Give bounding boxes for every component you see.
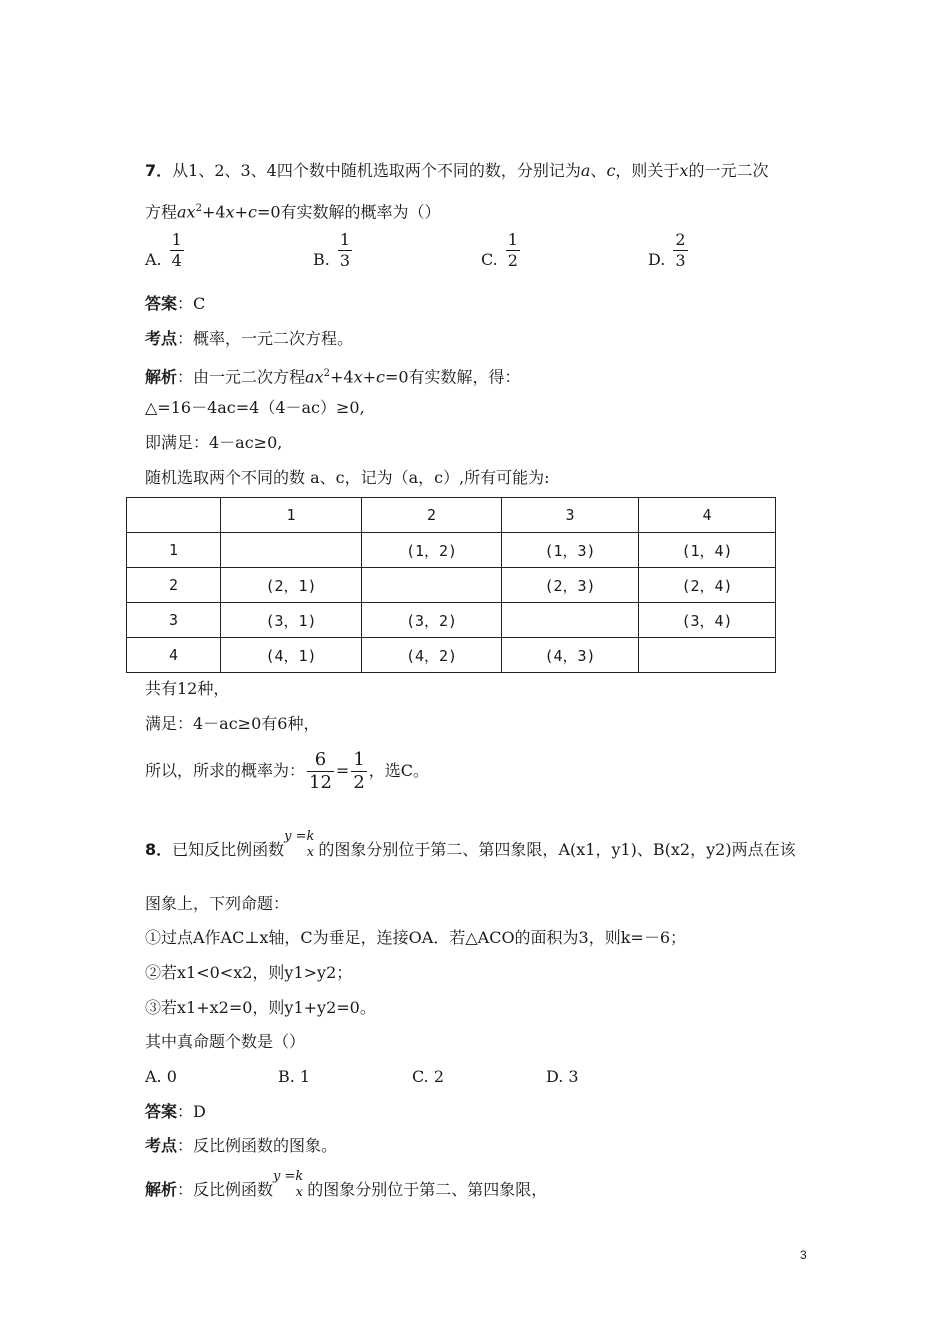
- point-label: 考点: [145, 329, 178, 348]
- table-cell: 3: [502, 498, 639, 533]
- table-cell: (1，2): [362, 533, 502, 568]
- option-label: A.: [145, 250, 162, 269]
- table-row: [127, 568, 776, 603]
- analysis-eq-ax: ax: [305, 367, 324, 387]
- option-label: B.: [313, 250, 330, 269]
- option-numerator: 1: [339, 230, 351, 249]
- table-cell: 4: [127, 638, 221, 673]
- table-cell: (3，4): [639, 603, 776, 638]
- function-y: y =: [273, 1169, 296, 1184]
- function-k: k: [306, 829, 315, 844]
- option-label: C.: [481, 250, 498, 269]
- analysis-label: 解析: [145, 1180, 178, 1199]
- table-cell: (3，2): [362, 603, 502, 638]
- table-cell: (4，2): [362, 638, 502, 673]
- function-y: y =: [284, 829, 307, 844]
- answer-value: ：D: [177, 1102, 206, 1121]
- option-denominator: 3: [675, 251, 686, 270]
- q8-function: [284, 830, 306, 843]
- page-number: 3: [800, 1248, 807, 1262]
- analysis-text1: ：由一元二次方程: [177, 367, 306, 387]
- q7-eq-x: x: [225, 202, 235, 222]
- equals-sign: =: [335, 761, 350, 780]
- analysis-text2: =0有实数解，得：: [384, 367, 521, 387]
- q8-option-c: C. 2: [412, 1067, 445, 1086]
- q8-number: 8．: [145, 840, 173, 859]
- answer-label: 答案: [145, 1102, 178, 1121]
- q7-sep: 、: [590, 161, 607, 180]
- conclusion-suffix: ，选C。: [368, 761, 430, 780]
- point-value: ：反比例函数的图象。: [177, 1136, 338, 1155]
- analysis-eq-rest1: +4: [329, 367, 354, 387]
- option-denominator: 4: [171, 251, 182, 270]
- fraction-denominator: 12: [309, 772, 332, 793]
- q7-option-a: [145, 232, 186, 269]
- q7-var-a: a: [580, 161, 591, 180]
- q8-stem-text1: 已知反比例函数: [172, 840, 285, 859]
- q8-stem-text3: A(x1，y1)、B(x2，y2)两点在该: [558, 840, 796, 859]
- q7-stem-text4: 方程: [145, 202, 178, 222]
- table-cell: [127, 498, 221, 533]
- conclusion-prefix: 所以，所求的概率为：: [145, 761, 306, 780]
- q7-eq-rest1: +4: [201, 202, 226, 222]
- table-cell: (3，1): [221, 603, 362, 638]
- table-cell: [362, 568, 502, 603]
- table-cell: 2: [362, 498, 502, 533]
- table-row: [127, 638, 776, 673]
- table-cell: (2，3): [502, 568, 639, 603]
- point-value: ：概率，一元二次方程。: [177, 329, 354, 348]
- q8-option-d: D. 3: [546, 1067, 579, 1086]
- q8-option-b: B. 1: [278, 1067, 311, 1086]
- q8-point: [145, 1135, 337, 1157]
- table-cell: (1，4): [639, 533, 776, 568]
- fraction-numerator: 1: [353, 749, 365, 770]
- q7-total-line: 共有12种，: [145, 679, 230, 698]
- q7-stem-text3: 的一元二次: [688, 161, 769, 180]
- q7-eq-rest3: =0有实数解的概率为（）: [256, 202, 441, 222]
- analysis-suffix: 的图象分别位于第二、第四象限，: [307, 1180, 548, 1199]
- q8-proposition-3: ③若x1+x2=0，则y1+y2=0。: [145, 998, 376, 1017]
- point-label: 考点: [145, 1136, 178, 1155]
- table-cell: 1: [221, 498, 362, 533]
- table-cell: [502, 603, 639, 638]
- q8-answer: [145, 1101, 206, 1123]
- table-cell: [639, 638, 776, 673]
- q8-stem-text2: 的图象分别位于第二、第四象限，: [318, 840, 559, 859]
- q7-eq-c: c: [247, 202, 257, 222]
- q7-eq-rest2: +: [234, 202, 248, 222]
- q7-analysis: [145, 363, 521, 388]
- q8-question: 其中真命题个数是（）: [145, 1032, 306, 1051]
- table-header-row: [127, 498, 776, 533]
- answer-value: ：C: [177, 294, 206, 313]
- q7-stem-line2: [145, 198, 441, 223]
- table-cell: 4: [639, 498, 776, 533]
- fraction-numerator: 6: [314, 749, 327, 770]
- table-cell: 1: [127, 533, 221, 568]
- q8-proposition-2: ②若x1<0<x2，则y1>y2；: [145, 963, 353, 982]
- table-cell: (1，3): [502, 533, 639, 568]
- analysis-prefix: ：反比例函数: [177, 1180, 274, 1199]
- q7-stem-line1: [145, 160, 768, 182]
- q7-delta-line: △=16－4ac=4（4－ac）≥0,: [145, 398, 365, 417]
- q8-stem-line1: [145, 830, 796, 870]
- analysis-eq-exponent: 2: [323, 368, 330, 379]
- q7-conclusion: [145, 748, 429, 794]
- q7-stem-text1: 从1、2、3、4四个数中随机选取两个不同的数，分别记为: [172, 161, 581, 180]
- q7-answer: [145, 293, 205, 315]
- analysis-eq-x: x: [353, 367, 363, 387]
- q7-eq-ax: ax: [177, 202, 196, 222]
- option-numerator: 2: [675, 230, 686, 249]
- q7-stem-text2: ，则关于: [615, 161, 680, 180]
- option-numerator: 1: [507, 230, 518, 249]
- table-cell: (4，3): [502, 638, 639, 673]
- analysis-eq-c: c: [376, 367, 385, 387]
- table-cell: (2，4): [639, 568, 776, 603]
- analysis-eq-rest2: +: [362, 367, 376, 387]
- function-x: x: [306, 845, 315, 860]
- table-row: [127, 533, 776, 568]
- q7-eq-exponent: 2: [195, 203, 202, 214]
- q8-option-a: A. 0: [145, 1067, 177, 1086]
- q7-satisfy-line: 即满足：4－ac≥0,: [145, 433, 283, 452]
- q8-proposition-1: ①过点A作AC⊥x轴，C为垂足，连接OA．若△ACO的面积为3，则k=－6；: [145, 928, 687, 947]
- answer-label: 答案: [145, 294, 178, 313]
- table-cell: (2，1): [221, 568, 362, 603]
- q7-number: 7．: [145, 161, 173, 180]
- table-cell: 3: [127, 603, 221, 638]
- fraction-denominator: 2: [353, 772, 365, 793]
- q7-count-line: 满足：4－ac≥0有6种，: [145, 714, 320, 733]
- outcomes-table: [126, 497, 776, 673]
- table-cell: [221, 533, 362, 568]
- table-row: [127, 603, 776, 638]
- q7-point: [145, 328, 353, 350]
- table-cell: 2: [127, 568, 221, 603]
- option-denominator: 3: [339, 251, 351, 270]
- q7-var-c: c: [606, 161, 616, 180]
- q8-stem-line2: 图象上，下列命题：: [145, 894, 290, 913]
- q7-var-x: x: [679, 161, 689, 180]
- function-k: k: [295, 1169, 304, 1184]
- q7-option-d: [648, 232, 690, 269]
- option-denominator: 2: [507, 251, 518, 270]
- q8-analysis: [145, 1170, 547, 1210]
- option-label: D.: [648, 250, 666, 269]
- q7-option-c: [481, 232, 522, 269]
- analysis-label: 解析: [145, 367, 178, 387]
- q7-option-b: [313, 232, 354, 269]
- q7-random-line: 随机选取两个不同的数 a、c，记为（a，c）,所有可能为:: [145, 468, 550, 487]
- option-numerator: 1: [171, 230, 182, 249]
- table-cell: (4，1): [221, 638, 362, 673]
- function-x: x: [295, 1185, 304, 1200]
